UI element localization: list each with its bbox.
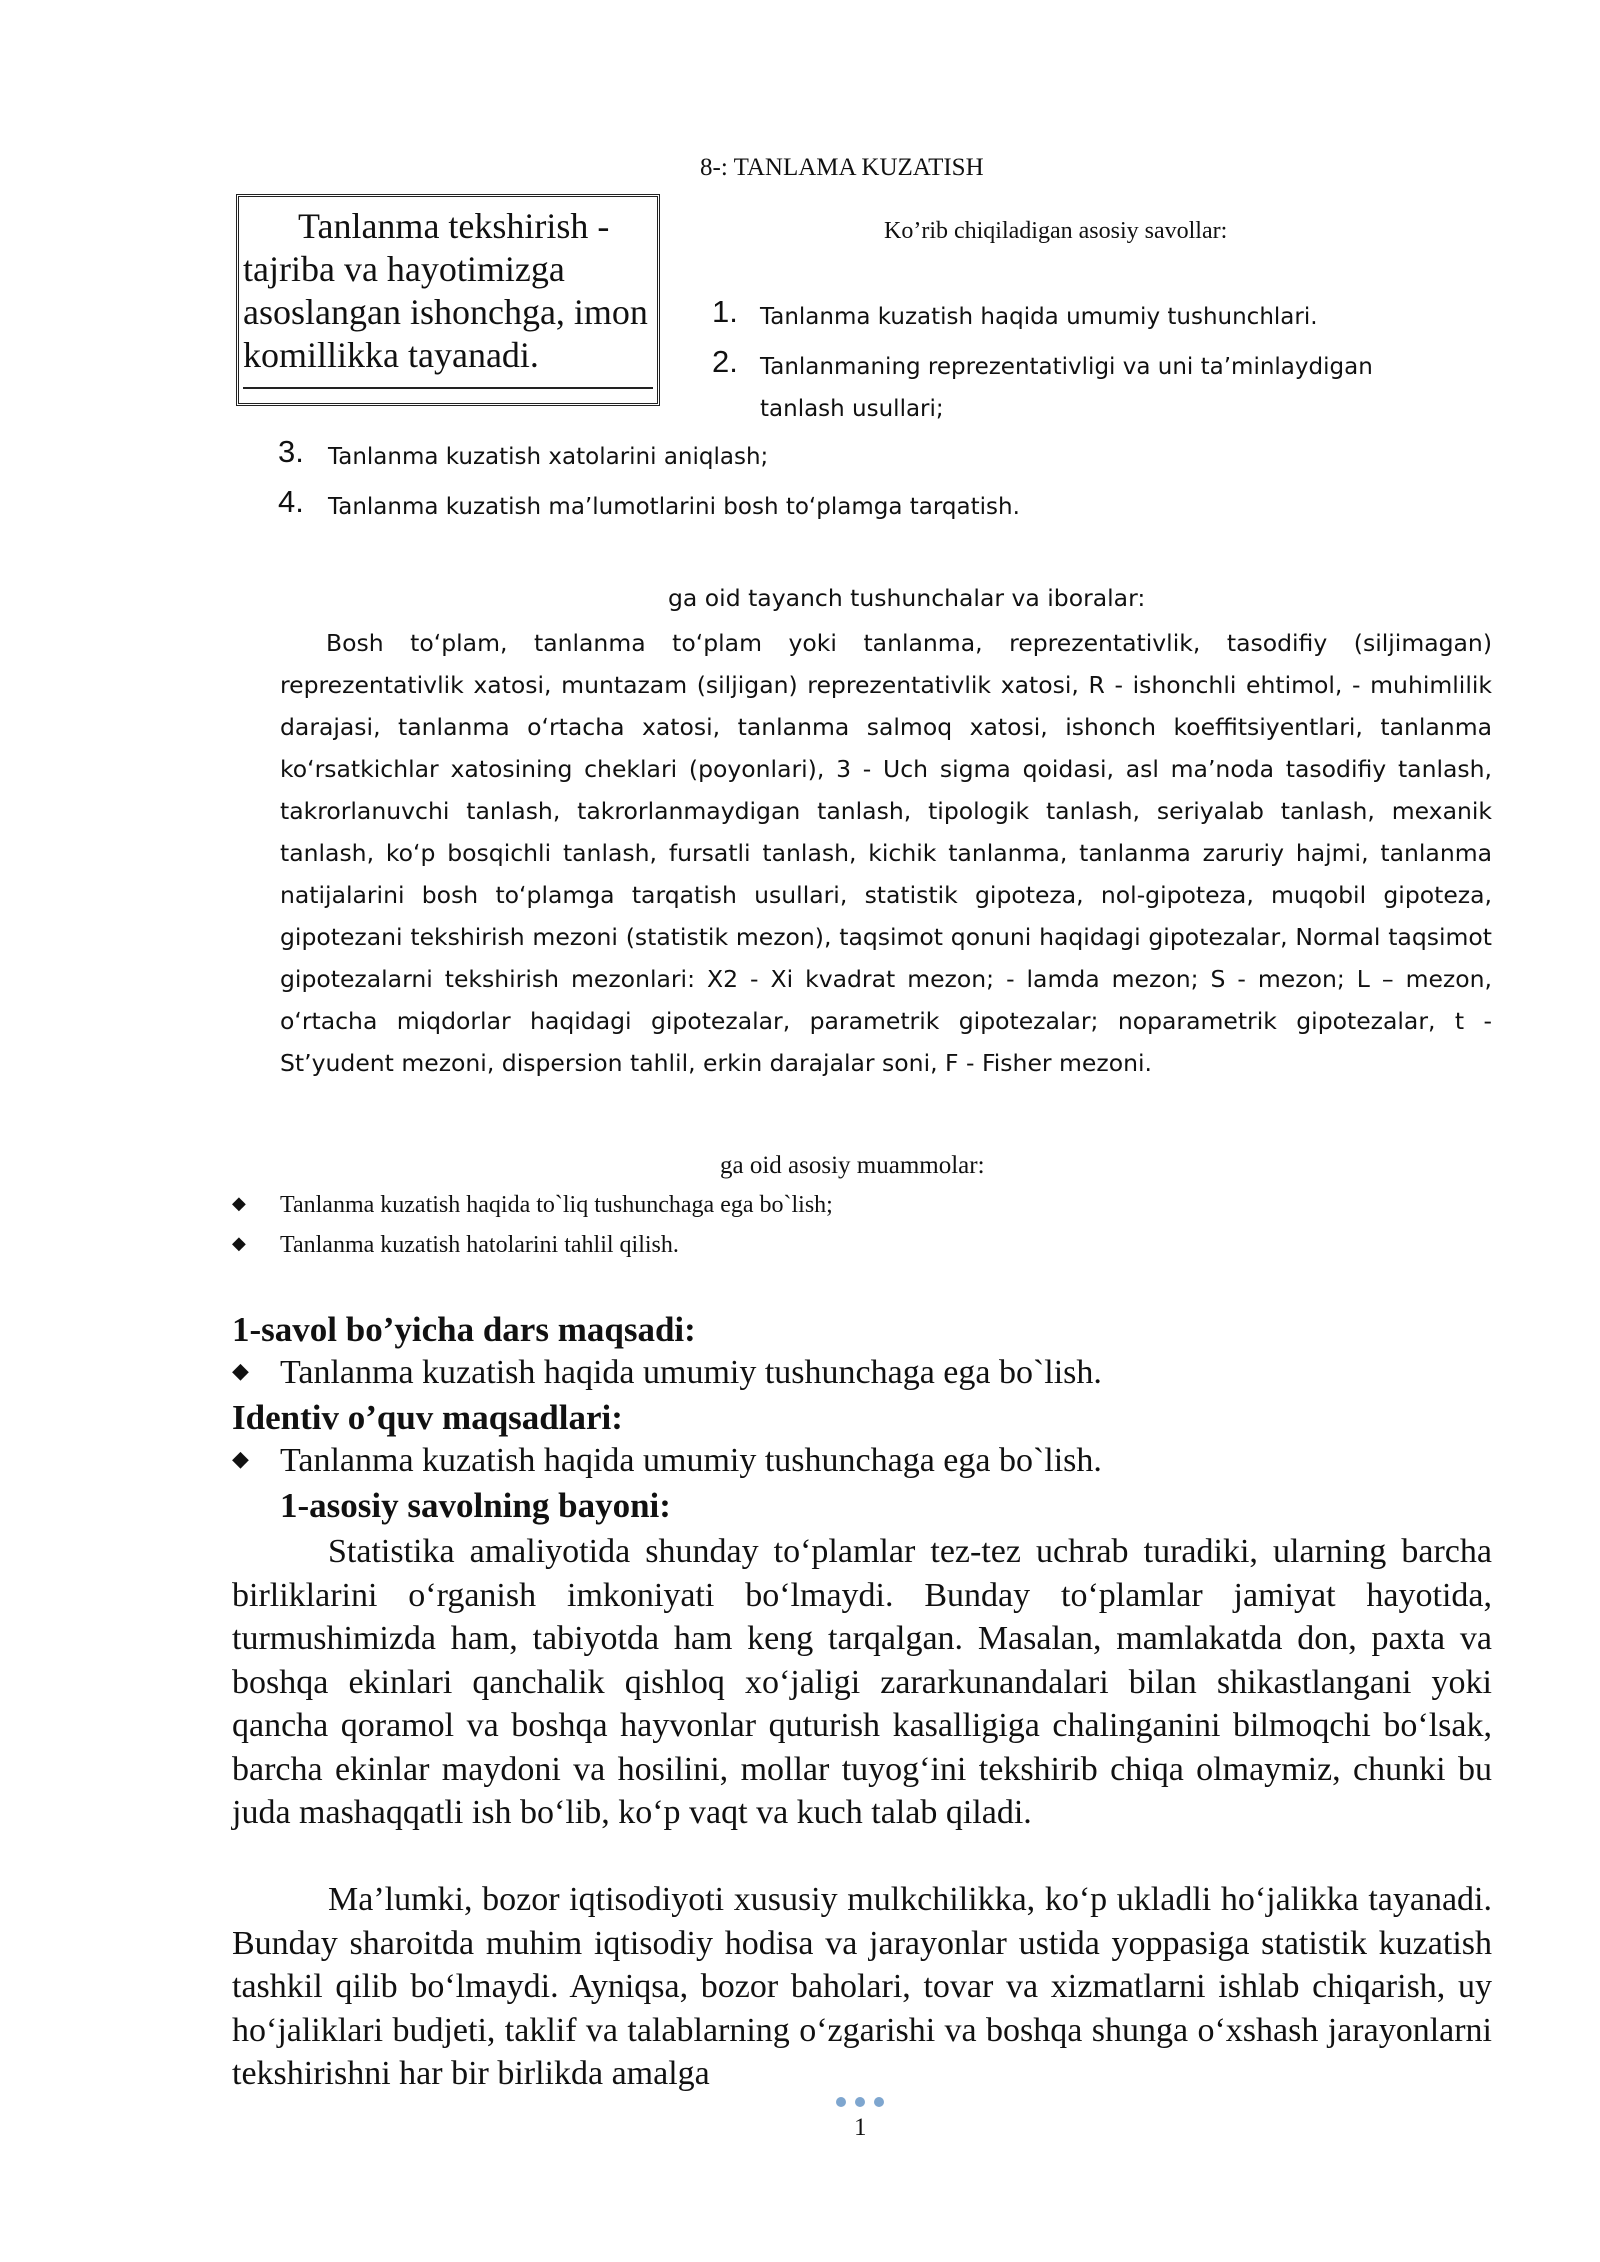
questions-heading: Ko’rib chiqiladigan asosiy savollar: [884,218,1228,244]
identiv-item-text: Tanlanma kuzatish haqida umumiy tushunchaga ega bo`lish. [280,1442,1102,1479]
question-text: Tanlanma kuzatish xatolarini aniqlash; [328,444,769,470]
concepts-body [280,622,1492,1084]
question-text: Tanlanmaning reprezentativligi va uni ta’minlaydigan tanlash usullari; [760,354,1373,422]
concepts-text: Bosh toʻplam, tanlanma toʻplam yoki tanlanma, reprezentativlik, tasodifiy (siljimagan) reprezentativlik xatosi, muntazam (siljigan) reprezentativlik xatosi, R - ishonchli ehtimol, - muhimlilik darajasi, tanlanma oʻrtacha xatosi, tanlanma salmoq xatosi, ishonch koeffitsiyentlari, tanlanma koʻrsatkichlar xatosining cheklari (poyonlari), 3 - Uch sigma qoidasi, asl ma’noda tasodifiy tanlash, takrorlanuvchi tanlash, takrorlanmaydigan tanlash, tipologik tanlash, seriyalab tanlash, mexanik tanlash, koʻp bosqichli tanlash, fursatli tanlash, kichik tanlanma, tanlanma zaruriy hajmi, tanlanma natijalarini bosh toʻplamga tarqatish usullari, statistik gipoteza, nol-gipoteza, muqobil gipoteza, gipotezani tekshirish mezoni (statistik mezon), taqsimot qonuni haqidagi gipotezalar, Normal taqsimot gipotezalarni tekshirish mezonlari: X2 - Xi kvadrat mezon; - lamda mezon; S - mezon; L – mezon, oʻrtacha miqdorlar haqidagi gipotezalar, parametrik gipotezalar; noparametrik gipotezalar, t - St’yudent mezoni, dispersion tahlil, erkin darajalar soni, F - Fisher mezoni. [280,629,1492,1077]
question-text: Tanlanma kuzatish ma’lumotlarini bosh toʻplamga tarqatish. [328,494,1020,520]
question-number: 3. [278,434,304,469]
identiv-item [232,1442,1102,1480]
problem-item [232,1192,833,1219]
chapter-title: 8-: TANLAMA KUZATISH [700,154,984,181]
problems-heading: ga oid asosiy muammolar: [720,1152,985,1179]
diamond-bullet-icon: ◆ [232,1358,249,1383]
problem-item [232,1232,679,1259]
diamond-bullet-icon: ◆ [232,1446,249,1471]
problem-text: Tanlanma kuzatish hatolarini tahlil qilish. [280,1232,679,1258]
statement-heading: 1-asosiy savolning bayoni: [280,1486,671,1525]
identiv-heading: Identiv o’quv maqsadlari: [232,1398,623,1437]
diamond-bullet-icon: ◆ [232,1233,246,1253]
concepts-heading: ga oid tayanch tushunchalar va iboralar: [668,584,1146,612]
diamond-bullet-icon: ◆ [232,1193,246,1213]
goal-heading: 1-savol bo’yicha dars maqsadi: [232,1310,696,1349]
epigraph-text: Tanlanma tekshirish - tajriba va hayotimizga asoslangan ishonchga, imon komillikka tayanadi. [243,206,648,375]
question-text: Tanlanma kuzatish haqida umumiy tushunchlari. [760,304,1318,330]
epigraph-box [236,194,660,406]
problem-text: Tanlanma kuzatish haqida to`liq tushunchaga ega bo`lish; [280,1192,833,1218]
question-number: 1. [712,294,738,329]
goal-item [232,1354,1102,1392]
body-paragraph: Statistika amaliyotida shunday toʻplamlar tez-tez uchrab turadiki, ularning barcha birliklarini oʻrganish imkoniyati boʻlmaydi. Bunday toʻplamlar jamiyat hayotida, turmushimizda ham, tabiyotda ham keng tarqalgan. Masalan, mamlakatda don, paxta va boshqa ekinlari qanchalik qishloq xoʻjaligi zararkunandalari bilan shikastlangani yoki qancha qoramol va boshqa hayvonlar quturish kasalligiga chalinganini bilmoqchi boʻlsak, barcha ekinlar maydoni va hosilini, mollar tuyogʻini tekshirib chiqa olmaymiz, chunki bu juda mashaqqatli ish boʻlib, koʻp vaqt va kuch talab qiladi. [232,1533,1492,1831]
goal-item-text: Tanlanma kuzatish haqida umumiy tushunchaga ega bo`lish. [280,1354,1102,1391]
question-number: 2. [712,344,738,379]
page-number: 1 [854,2114,867,2141]
epigraph-underline [243,387,653,389]
question-number: 4. [278,484,304,519]
page-dots-icon [836,2094,893,2112]
body-paragraph: Ma’lumki, bozor iqtisodiyoti xususiy mulkchilikka, koʻp ukladli hoʻjalikka tayanadi. Bunday sharoitda muhim iqtisodiy hodisa va jarayonlar ustida yoppasiga statistik kuzatish tashkil qilib boʻlmaydi. Ayniqsa, bozor baholari, tovar va xizmatlarni ishlab chiqarish, uy hoʻjaliklari budjeti, taklif va talablarning oʻzgarishi va boshqa shunga oʻxshash jarayonlarni tekshirishni har bir birlikda amalga [232,1881,1492,2092]
